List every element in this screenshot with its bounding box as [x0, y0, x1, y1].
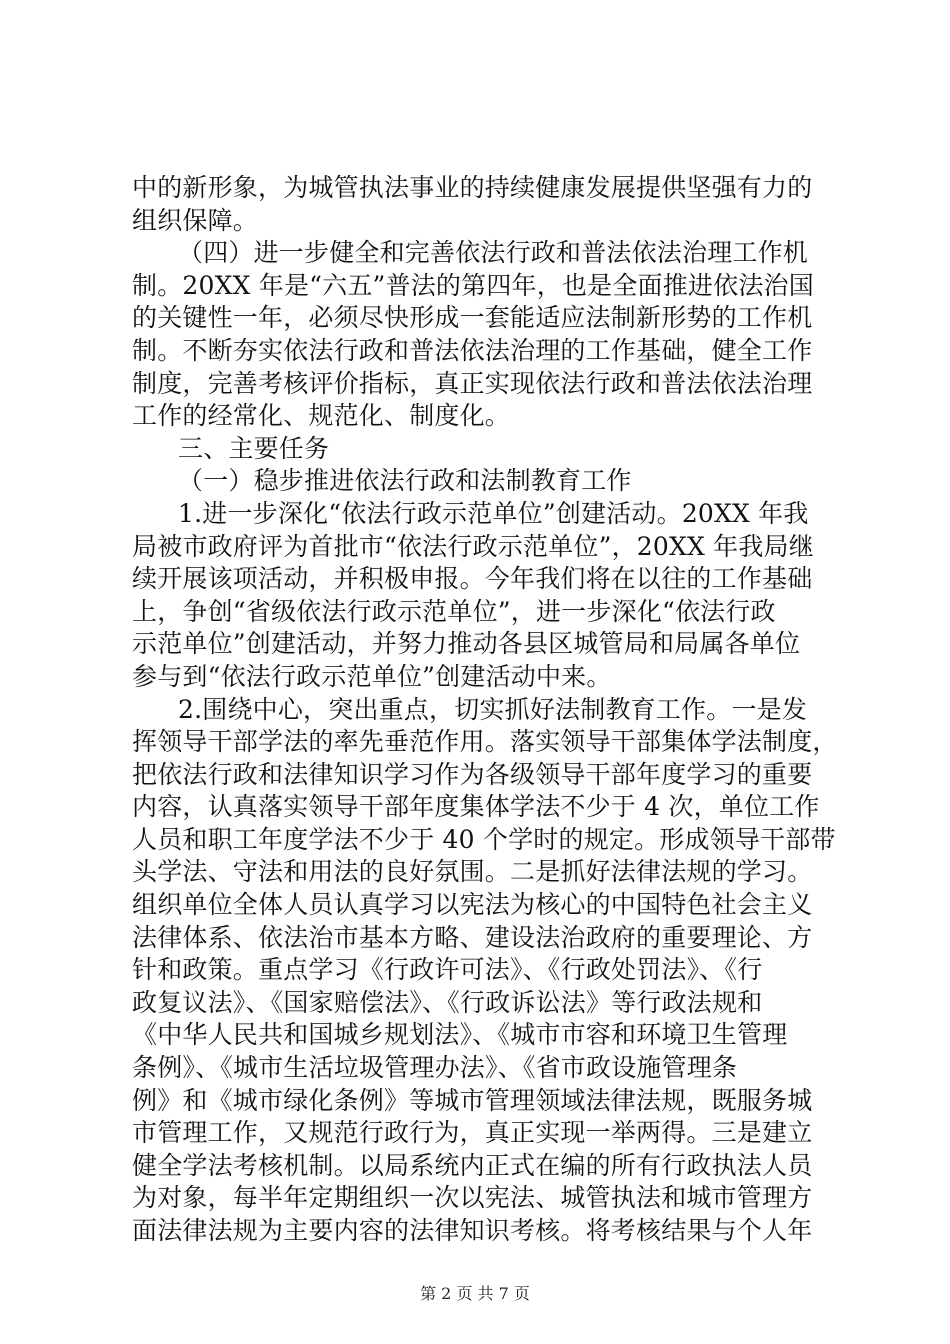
text-line: 挥领导干部学法的率先垂范作用。落实领导干部集体学法制度， [132, 727, 838, 757]
text-line: 制度，完善考核评价指标，真正实现依法行政和普法依法治理 [132, 368, 813, 398]
text-line: 中的新形象，为城管执法事业的持续健康发展提供坚强有力的 [132, 173, 813, 202]
text-line: 头学法、守法和用法的良好氛围。二是抓好法律法规的学习。 [132, 857, 813, 887]
text-line: 为对象，每半年定期组织一次以宪法、城管执法和城市管理方 [132, 1183, 813, 1213]
text-line: 市管理工作，又规范行政行为，真正实现一举两得。三是建立 [132, 1118, 813, 1148]
section-heading: 三、主要任务 [178, 433, 330, 463]
text-line: 2.围绕中心，突出重点，切实抓好法制教育工作。一是发 [178, 694, 808, 724]
text-line: 组织单位全体人员认真学习以宪法为核心的中国特色社会主义 [132, 890, 813, 920]
text-line: 健全学法考核机制。以局系统内正式在编的所有行政执法人员 [132, 1150, 813, 1180]
text-line: 1.进一步深化“依法行政示范单位”创建活动。20XX 年我 [178, 498, 809, 528]
text-line: 《中华人民共和国城乡规划法》、《城市市容和环境卫生管理 [132, 1020, 788, 1050]
text-line: 条例》、《城市生活垃圾管理办法》、《省市政设施管理条 [132, 1053, 738, 1083]
subsection-heading: （一）稳步推进依法行政和法制教育工作 [178, 466, 632, 496]
text-line: 内容，认真落实领导干部年度集体学法不少于 4 次，单位工作 [132, 792, 820, 822]
text-line: 上，争创“省级依法行政示范单位”，进一步深化“依法行政 [132, 596, 776, 626]
text-line: 续开展该项活动，并积极申报。今年我们将在以往的工作基础 [132, 564, 813, 594]
text-line: 法律体系、依法治市基本方略、建设法治政府的重要理论、方 [132, 922, 813, 952]
text-line: （四）进一步健全和完善依法行政和普法依法治理工作机 [178, 238, 809, 268]
text-line: 制。20XX 年是“六五”普法的第四年，也是全面推进依法治国 [132, 270, 814, 300]
document-body [132, 172, 838, 1248]
text-line: 的关键性一年，必须尽快形成一套能适应法制新形势的工作机 [132, 303, 813, 333]
text-line: 参与到“依法行政示范单位”创建活动中来。 [132, 661, 612, 691]
text-line: 示范单位”创建活动，并努力推动各县区城管局和局属各单位 [132, 629, 801, 659]
text-line: 面法律法规为主要内容的法律知识考核。将考核结果与个人年 [132, 1216, 813, 1245]
text-line: 把依法行政和法律知识学习作为各级领导干部年度学习的重要 [132, 759, 813, 789]
text-line: 局被市政府评为首批市“依法行政示范单位”，20XX 年我局继 [132, 531, 814, 561]
text-line: 组织保障。 [132, 205, 259, 235]
text-line: 制。不断夯实依法行政和普法依法治理的工作基础，健全工作 [132, 335, 813, 365]
text-line: 工作的经常化、规范化、制度化。 [132, 401, 511, 431]
text-line: 政复议法》、《国家赔偿法》、《行政诉讼法》等行政法规和 [132, 987, 763, 1017]
text-line: 例》和《城市绿化条例》等城市管理领域法律法规，既服务城 [132, 1085, 813, 1115]
text-line: 针和政策。重点学习《行政许可法》、《行政处罚法》、《行 [132, 955, 763, 985]
text-line: 人员和职工年度学法不少于 40 个学时的规定。形成领导干部带 [132, 824, 836, 854]
page-number-footer: 第 2 页 共 7 页 [420, 1284, 530, 1303]
